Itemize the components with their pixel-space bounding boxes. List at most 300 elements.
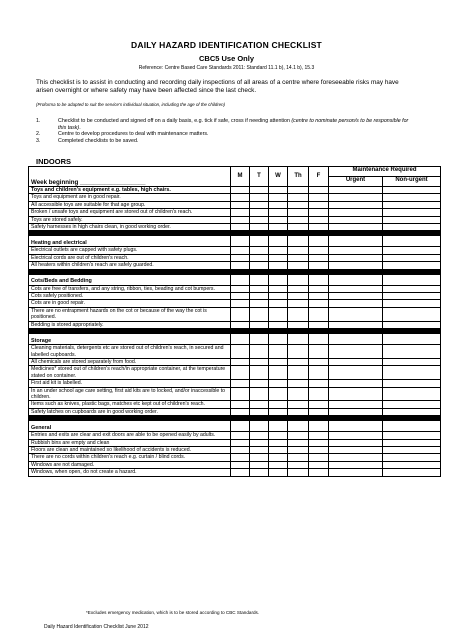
check-cell[interactable] [288,187,309,194]
check-cell[interactable] [250,321,269,328]
check-cell[interactable] [269,334,288,345]
check-cell[interactable] [250,461,269,468]
check-cell[interactable] [269,247,288,254]
check-cell[interactable] [250,345,269,359]
check-cell[interactable] [309,387,329,401]
urgent-cell[interactable] [329,307,383,321]
check-cell[interactable] [250,408,269,415]
non-urgent-cell[interactable] [383,334,441,345]
check-cell[interactable] [288,321,309,328]
checklist-item: Broken / unsafe toys and equipment are stored out of children's reach. [29,209,231,216]
table-row [29,366,441,380]
check-cell[interactable] [288,236,309,247]
check-cell[interactable] [269,366,288,380]
check-cell[interactable] [250,285,269,292]
check-cell[interactable] [269,224,288,231]
checklist-item: There are no entrapment hazards on the cot or because of the way the cot is positioned. [29,307,231,321]
checklist-item: Cleaning materials, detergents etc are stored out of children's reach, in secured and labelled cupboards. [29,345,231,359]
check-cell[interactable] [250,187,269,194]
check-cell[interactable] [288,358,309,365]
non-urgent-cell[interactable] [383,209,441,216]
urgent-cell[interactable] [329,254,383,261]
check-cell[interactable] [269,461,288,468]
check-cell[interactable] [231,194,250,201]
check-cell[interactable] [250,194,269,201]
check-cell[interactable] [309,446,329,453]
urgent-cell[interactable] [329,236,383,247]
check-cell[interactable] [288,194,309,201]
non-urgent-cell[interactable] [383,469,441,476]
non-urgent-cell[interactable] [383,262,441,269]
check-cell[interactable] [231,366,250,380]
check-cell[interactable] [250,454,269,461]
table-row [29,432,441,439]
day-header: W [269,167,288,187]
urgent-cell[interactable] [329,274,383,285]
checklist-item: All chemicals are stored separately from food. [29,358,231,365]
urgent-cell[interactable] [329,366,383,380]
check-cell[interactable] [309,454,329,461]
check-cell[interactable] [288,469,309,476]
instruction-step: 2. Centre to develop procedures to deal with maintenance matters. [36,131,209,138]
check-cell[interactable] [309,201,329,208]
non-urgent-header: Non-urgent [383,177,441,187]
non-urgent-cell[interactable] [383,293,441,300]
urgent-cell[interactable] [329,345,383,359]
urgent-cell[interactable] [329,334,383,345]
checklist-item: Floors are clean and maintained so likelihood of accidents is reduced. [29,446,231,453]
check-cell[interactable] [309,254,329,261]
checklist-item: Entries and exits are clear and exit doors are able to be opened easily by adults. [29,432,231,439]
table-row [29,461,441,468]
checklist-item: Bedding is stored appropriately. [29,321,231,328]
table-row [29,358,441,365]
check-cell[interactable] [309,247,329,254]
check-cell[interactable] [269,408,288,415]
check-cell[interactable] [309,366,329,380]
check-cell[interactable] [269,421,288,432]
section-title: Toys and children's equipment e.g. tables, high chairs. [29,187,231,194]
check-cell[interactable] [250,216,269,223]
check-cell[interactable] [288,387,309,401]
urgent-cell[interactable] [329,439,383,446]
check-cell[interactable] [231,274,250,285]
check-cell[interactable] [309,421,329,432]
check-cell[interactable] [269,358,288,365]
checklist-item: There are no cords within children's reach e.g. curtain / blind cords. [29,454,231,461]
urgent-cell[interactable] [329,209,383,216]
check-cell[interactable] [288,247,309,254]
check-cell[interactable] [269,254,288,261]
urgent-cell[interactable] [329,380,383,387]
check-cell[interactable] [269,439,288,446]
check-cell[interactable] [309,432,329,439]
check-cell[interactable] [250,254,269,261]
check-cell[interactable] [231,236,250,247]
table-row [29,446,441,453]
check-cell[interactable] [269,274,288,285]
checklist-item: Windows are not damaged. [29,461,231,468]
check-cell[interactable] [288,201,309,208]
check-cell[interactable] [250,469,269,476]
check-cell[interactable] [288,307,309,321]
section-title: Storage [29,334,231,345]
table-row [29,321,441,328]
check-cell[interactable] [269,194,288,201]
non-urgent-cell[interactable] [383,194,441,201]
check-cell[interactable] [288,334,309,345]
urgent-cell[interactable] [329,285,383,292]
check-cell[interactable] [250,236,269,247]
check-cell[interactable] [231,401,250,408]
instruction-steps [36,118,416,144]
non-urgent-cell[interactable] [383,187,441,194]
check-cell[interactable] [288,262,309,269]
check-cell[interactable] [250,307,269,321]
check-cell[interactable] [231,408,250,415]
check-cell[interactable] [309,401,329,408]
check-cell[interactable] [269,321,288,328]
table-row [29,262,441,269]
non-urgent-cell[interactable] [383,321,441,328]
check-cell[interactable] [288,285,309,292]
check-cell[interactable] [269,345,288,359]
check-cell[interactable] [309,345,329,359]
check-cell[interactable] [269,432,288,439]
non-urgent-cell[interactable] [383,254,441,261]
check-cell[interactable] [309,216,329,223]
check-cell[interactable] [269,380,288,387]
table-row [29,408,441,415]
urgent-cell[interactable] [329,293,383,300]
check-cell[interactable] [231,421,250,432]
check-cell[interactable] [269,293,288,300]
non-urgent-cell[interactable] [383,432,441,439]
check-cell[interactable] [309,300,329,307]
section-title: Heating and electrical [29,236,231,247]
urgent-header: Urgent [329,177,383,187]
check-cell[interactable] [250,446,269,453]
non-urgent-cell[interactable] [383,439,441,446]
checklist-item: Toys and equipment are in good repair. [29,194,231,201]
non-urgent-cell[interactable] [383,307,441,321]
day-header: T [250,167,269,187]
check-cell[interactable] [231,285,250,292]
check-cell[interactable] [309,408,329,415]
checklist-item: Electrical cords are out of children's reach. [29,254,231,261]
urgent-cell[interactable] [329,300,383,307]
table-row [29,209,441,216]
check-cell[interactable] [231,216,250,223]
check-cell[interactable] [250,247,269,254]
section-row [29,236,441,247]
check-cell[interactable] [269,201,288,208]
check-cell[interactable] [288,209,309,216]
check-cell[interactable] [231,345,250,359]
instruction-step: 1. Checklist to be conducted and signed off on a daily basis, e.g. tick if safe, cross if needing attention (centre to nominate person/s to be responsible for this task). [36,118,409,131]
section-heading-indoors: INDOORS [36,157,72,166]
non-urgent-cell[interactable] [383,216,441,223]
check-cell[interactable] [269,446,288,453]
hazard-checklist-table [28,166,441,477]
check-cell[interactable] [288,446,309,453]
check-cell[interactable] [288,454,309,461]
check-cell[interactable] [231,224,250,231]
urgent-cell[interactable] [329,247,383,254]
check-cell[interactable] [309,293,329,300]
non-urgent-cell[interactable] [383,300,441,307]
check-cell[interactable] [269,307,288,321]
check-cell[interactable] [309,209,329,216]
section-row [29,334,441,345]
check-cell[interactable] [250,224,269,231]
urgent-cell[interactable] [329,408,383,415]
check-cell[interactable] [269,469,288,476]
table-row [29,254,441,261]
non-urgent-cell[interactable] [383,236,441,247]
table-row [29,387,441,401]
table-row [29,307,441,321]
checklist-item: Rubbish bins are empty and clean [29,439,231,446]
check-cell[interactable] [250,421,269,432]
page-footer: Daily Hazard Identification Checklist June 2012 [44,624,149,630]
instruction-step: 3. Completed checklists to be saved. [36,137,139,144]
check-cell[interactable] [269,401,288,408]
urgent-cell[interactable] [329,454,383,461]
non-urgent-cell[interactable] [383,461,441,468]
table-row [29,201,441,208]
intro-paragraph: This checklist is to assist in conducting and recording daily inspections of all areas of a centre where foreseeable risks may have arisen overnight or where safety may have been affected since the last check. [36,79,399,95]
check-cell[interactable] [288,216,309,223]
check-cell[interactable] [250,274,269,285]
check-cell[interactable] [250,300,269,307]
check-cell[interactable] [309,274,329,285]
non-urgent-cell[interactable] [383,247,441,254]
urgent-cell[interactable] [329,358,383,365]
check-cell[interactable] [250,201,269,208]
checklist-item: Safety harnesses in high chairs clean, in good working order. [29,224,231,231]
non-urgent-cell[interactable] [383,201,441,208]
check-cell[interactable] [309,469,329,476]
checklist-item: Cots are free of transfers, and any string, ribbon, ties, beading and cot bumpers. [29,285,231,292]
table-row [29,285,441,292]
table-row [29,345,441,359]
check-cell[interactable] [250,366,269,380]
check-cell[interactable] [231,201,250,208]
check-cell[interactable] [250,439,269,446]
urgent-cell[interactable] [329,187,383,194]
checklist-item: Windows, when open, do not create a hazard. [29,469,231,476]
check-cell[interactable] [288,380,309,387]
urgent-cell[interactable] [329,461,383,468]
urgent-cell[interactable] [329,446,383,453]
non-urgent-cell[interactable] [383,285,441,292]
table-row [29,247,441,254]
check-cell[interactable] [269,236,288,247]
urgent-cell[interactable] [329,469,383,476]
check-cell[interactable] [231,209,250,216]
check-cell[interactable] [231,300,250,307]
check-cell[interactable] [250,358,269,365]
section-title: General [29,421,231,432]
page-subtitle: CBC5 Use Only [198,54,255,63]
table-row [29,439,441,446]
urgent-cell[interactable] [329,262,383,269]
urgent-cell[interactable] [329,216,383,223]
checklist-item: Electrical outlets are capped with safety plugs. [29,247,231,254]
non-urgent-cell[interactable] [383,401,441,408]
non-urgent-cell[interactable] [383,274,441,285]
check-cell[interactable] [309,461,329,468]
urgent-cell[interactable] [329,421,383,432]
checklist-item: First aid kit is labelled. [29,380,231,387]
check-cell[interactable] [231,321,250,328]
check-cell[interactable] [288,408,309,415]
check-cell[interactable] [309,439,329,446]
urgent-cell[interactable] [329,194,383,201]
check-cell[interactable] [250,334,269,345]
urgent-cell[interactable] [329,224,383,231]
check-cell[interactable] [288,421,309,432]
non-urgent-cell[interactable] [383,224,441,231]
checklist-item: Cots are in good repair. [29,300,231,307]
check-cell[interactable] [231,247,250,254]
check-cell[interactable] [250,432,269,439]
check-cell[interactable] [309,380,329,387]
section-title: Cots/Beds and Bedding [29,274,231,285]
week-beginning-field[interactable]: Week beginning ___________________ [29,167,231,187]
check-cell[interactable] [288,345,309,359]
check-cell[interactable] [288,224,309,231]
check-cell[interactable] [231,432,250,439]
table-row [29,194,441,201]
check-cell[interactable] [269,300,288,307]
day-header: F [309,167,329,187]
check-cell[interactable] [231,454,250,461]
check-cell[interactable] [250,387,269,401]
table-row [29,380,441,387]
table-row [29,224,441,231]
check-cell[interactable] [288,366,309,380]
check-cell[interactable] [309,262,329,269]
check-cell[interactable] [288,254,309,261]
check-cell[interactable] [309,224,329,231]
non-urgent-cell[interactable] [383,421,441,432]
table-row [29,300,441,307]
check-cell[interactable] [231,293,250,300]
non-urgent-cell[interactable] [383,446,441,453]
check-cell[interactable] [288,401,309,408]
check-cell[interactable] [309,334,329,345]
section-row [29,421,441,432]
check-cell[interactable] [288,461,309,468]
check-cell[interactable] [269,387,288,401]
check-cell[interactable] [250,401,269,408]
check-cell[interactable] [231,446,250,453]
check-cell[interactable] [231,387,250,401]
checklist-item: Toys are stored safely. [29,216,231,223]
check-cell[interactable] [231,334,250,345]
check-cell[interactable] [269,454,288,461]
maintenance-required-header: Maintenance Required [329,167,441,177]
non-urgent-cell[interactable] [383,454,441,461]
check-cell[interactable] [231,262,250,269]
check-cell[interactable] [309,187,329,194]
footnote: *Excludes emergency medication, which is to be stored according to CBC Standards. [86,610,260,615]
proforma-note: (Proforma to be adapted to suit the service's individual situation, including the age of the children) [36,102,226,107]
table-header-row [29,167,441,177]
check-cell[interactable] [269,187,288,194]
check-cell[interactable] [269,209,288,216]
check-cell[interactable] [250,262,269,269]
check-cell[interactable] [231,307,250,321]
urgent-cell[interactable] [329,432,383,439]
non-urgent-cell[interactable] [383,345,441,359]
check-cell[interactable] [250,380,269,387]
table-row [29,454,441,461]
check-cell[interactable] [231,461,250,468]
check-cell[interactable] [231,254,250,261]
non-urgent-cell[interactable] [383,387,441,401]
day-header: Th [288,167,309,187]
urgent-cell[interactable] [329,401,383,408]
check-cell[interactable] [250,209,269,216]
section-row [29,274,441,285]
non-urgent-cell[interactable] [383,366,441,380]
checklist-item: In an under school age care setting, first aid kits are to locked, and/or inaccessible to children. [29,387,231,401]
checklist-item: Cots safely positioned. [29,293,231,300]
checklist-item: Items such as knives, plastic bags, matches etc kept out of children's reach. [29,401,231,408]
check-cell[interactable] [231,469,250,476]
table-row [29,293,441,300]
check-cell[interactable] [269,262,288,269]
check-cell[interactable] [288,432,309,439]
check-cell[interactable] [288,300,309,307]
check-cell[interactable] [309,285,329,292]
check-cell[interactable] [269,285,288,292]
table-row [29,401,441,408]
check-cell[interactable] [231,358,250,365]
check-cell[interactable] [250,293,269,300]
urgent-cell[interactable] [329,321,383,328]
table-row [29,216,441,223]
non-urgent-cell[interactable] [383,358,441,365]
check-cell[interactable] [309,194,329,201]
checklist-item: All accessible toys are suitable for that age group. [29,201,231,208]
check-cell[interactable] [309,358,329,365]
check-cell[interactable] [309,321,329,328]
check-cell[interactable] [231,187,250,194]
non-urgent-cell[interactable] [383,408,441,415]
section-row [29,187,441,194]
checklist-item: Medicines* stored out of children's reach/in appropriate container, at the temperature stated on container. [29,366,231,380]
check-cell[interactable] [269,216,288,223]
check-cell[interactable] [288,439,309,446]
page-title: DAILY HAZARD IDENTIFICATION CHECKLIST [131,40,322,50]
checklist-item: Safety latches on cupboards are in good working order. [29,408,231,415]
check-cell[interactable] [231,439,250,446]
urgent-cell[interactable] [329,387,383,401]
check-cell[interactable] [231,380,250,387]
non-urgent-cell[interactable] [383,380,441,387]
check-cell[interactable] [309,236,329,247]
table-row [29,469,441,476]
urgent-cell[interactable] [329,201,383,208]
check-cell[interactable] [309,307,329,321]
checklist-item: All heaters within children's reach are safely guarded. [29,262,231,269]
check-cell[interactable] [288,293,309,300]
check-cell[interactable] [288,274,309,285]
